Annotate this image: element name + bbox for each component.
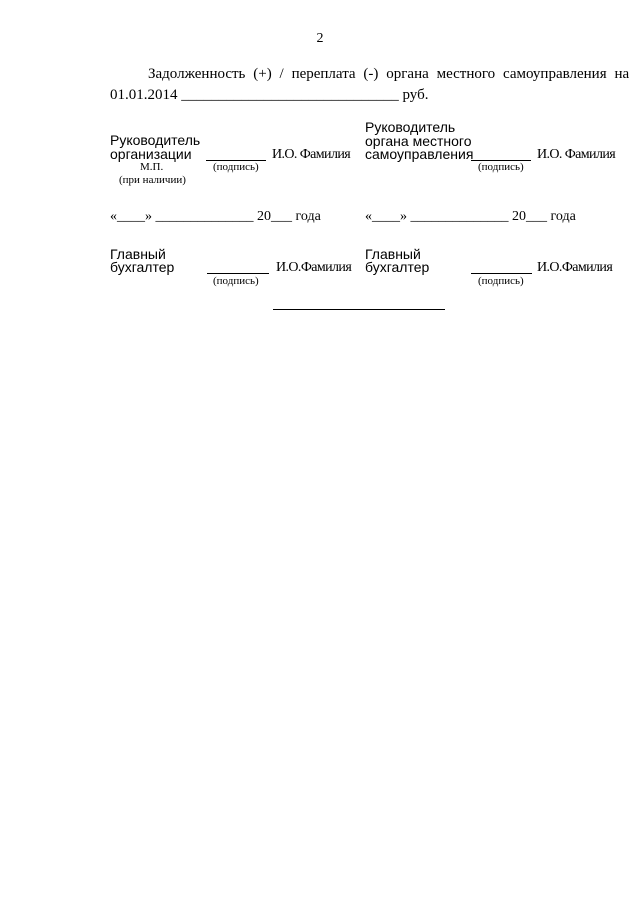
debt-amount-blank: _____________________________: [181, 87, 399, 103]
left-date-year-word: года: [295, 209, 321, 224]
left-date-day: «____»: [110, 209, 152, 224]
right-date-day: «____»: [365, 209, 407, 224]
right-head-label-3: самоуправления: [365, 146, 474, 162]
right-head-name: И.О. Фамилия: [537, 147, 616, 162]
left-stamp-label: М.П.: [140, 161, 164, 173]
left-head-label-2: организации: [110, 146, 192, 162]
right-accountant-label-2: бухгалтер: [365, 259, 430, 275]
left-stamp-note: (при наличии): [119, 174, 186, 186]
left-date-year: 20___: [257, 209, 292, 224]
debt-statement-line-1: Задолженность (+) / переплата (-) органа местного самоуправления на: [148, 66, 630, 82]
right-accountant-signature-hint: (подпись): [478, 275, 524, 287]
page-number: 2: [316, 31, 324, 46]
left-accountant-signature-line: [207, 273, 269, 274]
right-accountant-signature-line: [471, 273, 532, 274]
right-accountant-label-1: Главный: [365, 246, 421, 262]
left-head-label-1: Руководитель: [110, 132, 201, 148]
left-head-name: И.О. Фамилия: [272, 147, 351, 162]
closing-separator-line: [273, 309, 445, 310]
debt-statement-line-2: [110, 87, 429, 104]
right-date-month-blank: ______________: [410, 209, 509, 224]
left-accountant-name: И.О.Фамилия: [276, 260, 352, 275]
right-head-signature-hint: (подпись): [478, 161, 524, 173]
debt-date: 01.01.2014: [110, 87, 178, 103]
left-accountant-label-1: Главный: [110, 246, 166, 262]
right-date-year-word: года: [550, 209, 576, 224]
right-head-label-2: органа местного: [365, 133, 472, 149]
left-accountant-signature-hint: (подпись): [213, 275, 259, 287]
left-accountant-label-2: бухгалтер: [110, 259, 175, 275]
debt-unit: руб.: [402, 87, 429, 103]
right-date-line: [365, 209, 576, 225]
right-head-label-1: Руководитель: [365, 119, 456, 135]
right-accountant-name: И.О.Фамилия: [537, 260, 613, 275]
left-date-line: [110, 209, 321, 225]
right-date-year: 20___: [512, 209, 547, 224]
left-date-month-blank: ______________: [155, 209, 254, 224]
left-head-signature-hint: (подпись): [213, 161, 259, 173]
